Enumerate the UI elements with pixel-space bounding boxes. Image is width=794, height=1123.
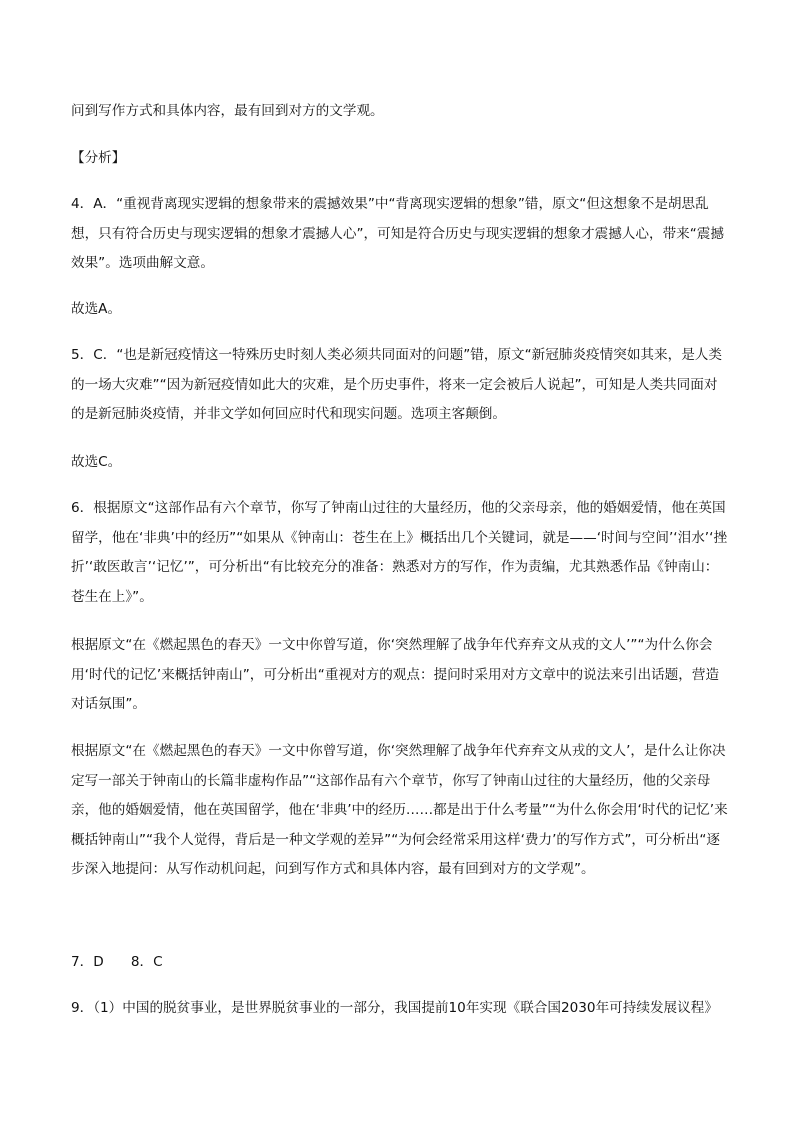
answer-5-explanation: 5．C．“也是新冠疫情这一特殊历史时刻人类必须共同面对的问题”错，原文“新冠肺炎疫情突如其来，是人类的一场大灾难”“因为新冠疫情如此大的灾难，是个历史事件，将来一定会被后人说起”，可知是人类共同面对的是新冠肺炎疫情，并非文学如何回应时代和现实问题。选项主客颠倒。	[71, 347, 722, 422]
answer-6-explanation-part3: 根据原文“在《燃起黑色的春天》一文中你曾写道，你‘突然理解了战争年代弃弃文从戎的文人’，是什么让你决定写一部关于钟南山的长篇非虚构作品”“这部作品有六个章节，你写了钟南山过往的大量经历，他的父亲母亲，他的婚姻爱情，他在英国留学，他在‘非典’中的经历……都是出于什么考量”“为什么你会用‘时代的记忆’来概括钟南山”“我个人觉得，背后是一种文学观的差异”“为何会经常采用这样‘费力’的写作方式”，可分析出“逐步深入地提问：从写作动机问起，问到写作方式和具体内容，最有回到对方的文学观”。	[71, 743, 728, 877]
analysis-heading: 【分析】	[71, 150, 126, 166]
answer-6-explanation-part2: 根据原文“在《燃起黑色的春天》一文中你曾写道，你‘突然理解了战争年代弃弃文从戎的文人’”“为什么你会用‘时代的记忆’来概括钟南山”，可分析出“重视对方的观点：提问时采用对方文章中的说法来引出话题，营造对话氛围”。	[71, 637, 720, 712]
paragraph-continuation: 问到写作方式和具体内容，最有回到对方的文学观。	[71, 103, 384, 119]
answer-4-explanation: 4．A．“重视背离现实逻辑的想象带来的震撼效果”中“背离现实逻辑的想象”错，原文“但这想象不是胡思乱想，只有符合历史与现实逻辑的想象才震撼人心”，可知是符合历史与现实逻辑的想象才震撼人心，带来“震撼效果”。选项曲解文意。	[71, 196, 724, 271]
answer-5-choice: 故选C。	[71, 454, 122, 470]
answer-4-choice: 故选A。	[71, 301, 122, 317]
answer-9-part1: 9．（1）中国的脱贫事业，是世界脱贫事业的一部分，我国提前10年实现《联合国2030年可持续发展议程》	[71, 1000, 718, 1016]
answers-7-8: 7．D 8．C	[71, 954, 163, 970]
answer-6-explanation-part1: 6．根据原文“这部作品有六个章节，你写了钟南山过往的大量经历，他的父亲母亲，他的婚姻爱情，他在英国留学，他在‘非典’中的经历”“如果从《钟南山：苍生在上》概括出几个关键词，就是——‘时间与空间’‘泪水’‘挫折’‘敢医敢言’‘记忆’”，可分析出“有比较充分的准备：熟悉对方的写作，作为责编，尤其熟悉作品《钟南山：苍生在上》”。	[71, 500, 728, 605]
